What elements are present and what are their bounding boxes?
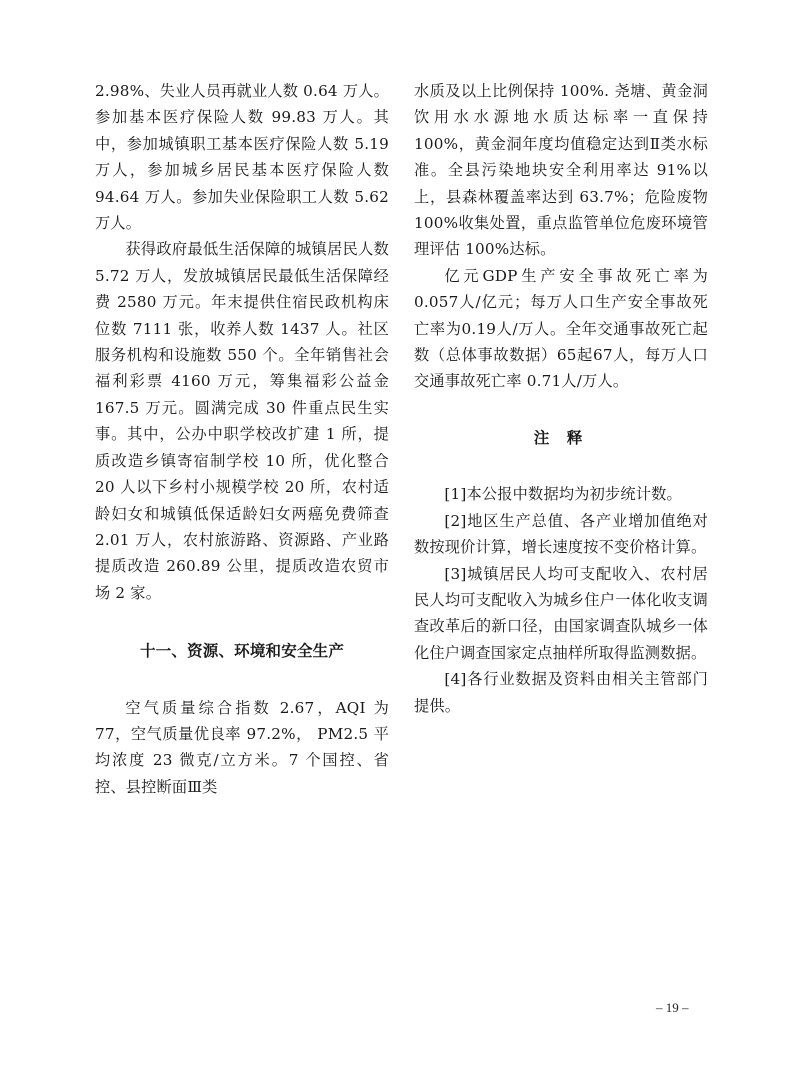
right-column bbox=[414, 78, 708, 719]
paragraph-insurance: 2.98%、失业人员再就业人数 0.64 万人。参加基本医疗保险人数 99.83 万人。其中，参加城镇职工基本医疗保险人数 5.19 万人，参加城乡居民基本医疗保险人数 94.64 万人。参加失业保险职工人数 5.62 万人。 bbox=[95, 82, 389, 233]
note-item: [2]地区生产总值、各产业增加值绝对数按现价计算，增长速度按不变价格计算。 bbox=[414, 511, 708, 557]
notes-heading: 注 释 bbox=[533, 428, 589, 447]
paragraph-air-quality: 空气质量综合指数 2.67，AQI 为 77，空气质量优良率 97.2%， PM2.5 平均浓度 23 微克/立方米。7 个国控、省控、县控断面Ⅲ类 bbox=[95, 698, 389, 796]
paragraph-safety: 亿元GDP生产安全事故死亡率为0.057人/亿元；每万人口生产安全事故死亡率为0.19人/万人。全年交通事故死亡起数（总体事故数据）65起67人，每万人口交通事故死亡率 0.71人/万人。 bbox=[414, 266, 708, 391]
paragraph-water-quality: 水质及以上比例保持 100%. 尧塘、黄金洞饮用水水源地水质达标率一直保持 100%，黄金洞年度均值稳定达到Ⅱ类水标准。全县污染地块安全利用率达 91%以上，县森林覆盖率达到 63.7%；危险废物 100%收集处置，重点监管单位危废环境管理评估 100%达标。 bbox=[414, 82, 708, 259]
note-item: [4]各行业数据及资料由相关主管部门提供。 bbox=[414, 670, 708, 715]
page-number: – 19 – bbox=[656, 1000, 689, 1015]
section-heading-environment: 十一、资源、环境和安全生产 bbox=[139, 642, 345, 661]
note-item: [1]本公报中数据均为初步统计数。 bbox=[444, 485, 682, 504]
left-column bbox=[95, 78, 389, 800]
note-item: [3]城镇居民人均可支配收入、农村居民人均可支配收入为城乡住户一体化收支调查改革后的新口径，由国家调查队城乡一体化住户调查国家定点抽样所取得监测数据。 bbox=[414, 564, 708, 662]
paragraph-social-welfare: 获得政府最低生活保障的城镇居民人数 5.72 万人，发放城镇居民最低生活保障经费 2580 万元。年末提供住宿民政机构床位数 7111 张，收养人数 1437 人。社区服务机构和设施数 550 个。全年销售社会福利彩票 4160 万元，筹集福彩公益金 167.5 万元。圆满完成 30 件重点民生实事。其中，公办中职学校改扩建 1 所，提质改造乡镇寄宿制学校 10 所，优化整合 20 人以下乡村小规模学校 20 所，农村适龄妇女和城镇低保适龄妇女两癌免费筛查 2.01 万人，农村旅游路、资源路、产业路提质改造 260.89 公里，提质改造农贸市场 2 家。 bbox=[95, 240, 389, 602]
